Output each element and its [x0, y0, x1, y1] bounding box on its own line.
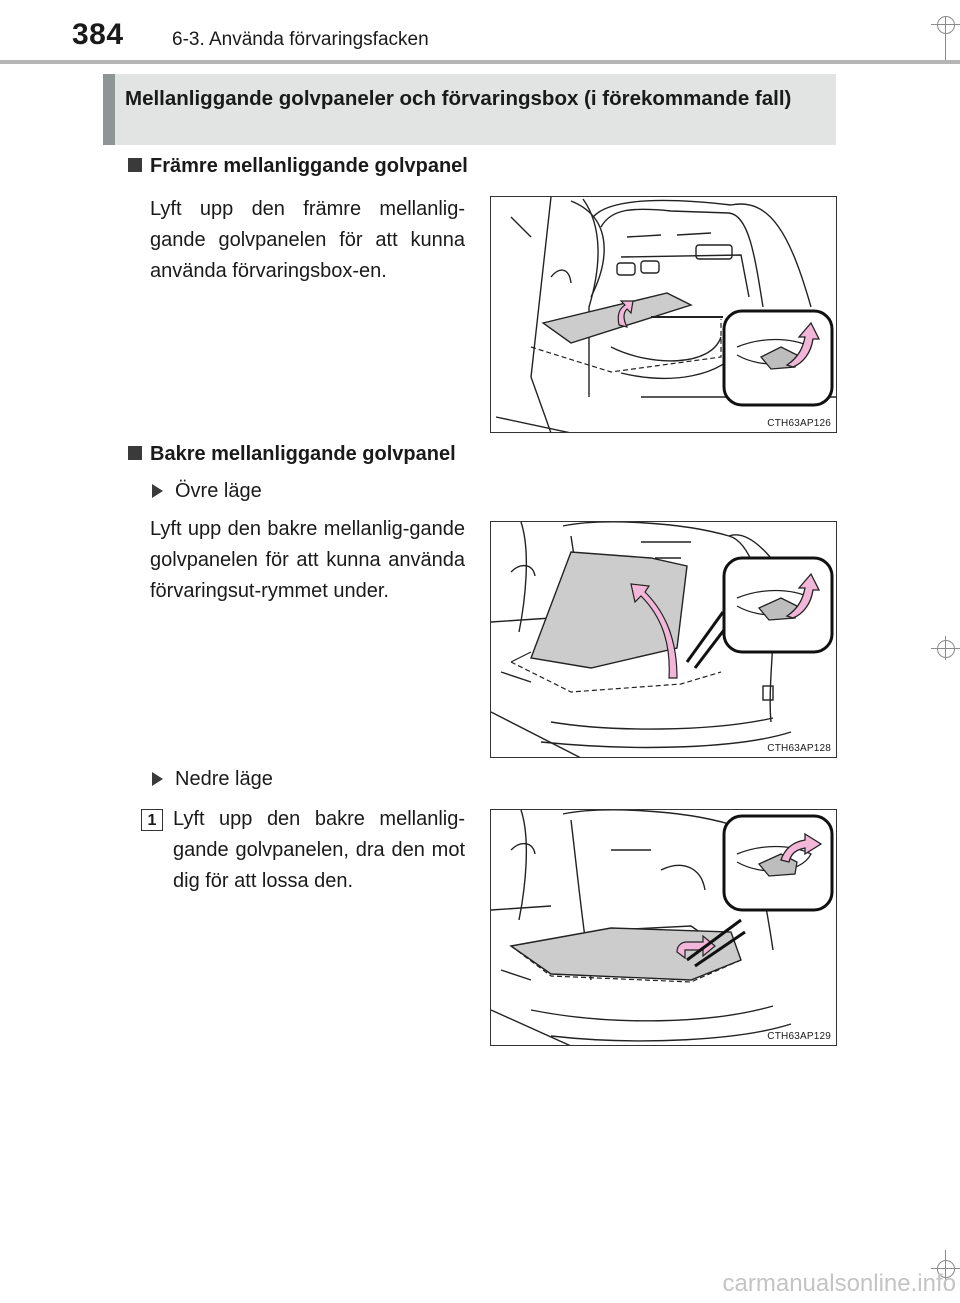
front-panel-heading-text: Främre mellanliggande golvpanel — [150, 155, 468, 177]
figure-code: CTH63AP128 — [767, 743, 831, 754]
lower-position-description: Lyft upp den bakre mellanlig-gande golvpanelen, dra den mot dig för att lossa den. — [173, 808, 465, 892]
rear-panel-heading-text: Bakre mellanliggande golvpanel — [150, 443, 456, 465]
figure-front-panel — [490, 196, 837, 433]
page-number: 384 — [72, 18, 124, 51]
square-bullet-icon — [128, 446, 142, 460]
lower-position-label — [152, 768, 273, 791]
front-panel-heading — [128, 155, 468, 178]
watermark: carmanualsonline.info — [722, 1270, 956, 1297]
figure-code: CTH63AP126 — [767, 418, 831, 429]
section-title-box — [103, 74, 836, 145]
figure-upper-position — [490, 521, 837, 758]
header-rule — [0, 60, 960, 64]
lower-position-text: Nedre läge — [175, 768, 273, 790]
cargo-lower-position-illustration — [491, 810, 837, 1046]
rear-panel-heading — [128, 443, 456, 466]
front-panel-text: Lyft upp den främre mellanlig-gande golvpanelen för att kunna använda förvaringsbox-en. — [150, 198, 465, 282]
triangle-bullet-icon — [152, 772, 163, 786]
upper-position-description: Lyft upp den bakre mellanlig-gande golvpanelen för att kunna använda förvaringsut-rymmet under. — [150, 518, 465, 602]
triangle-bullet-icon — [152, 484, 163, 498]
section-title: Mellanliggande golvpaneler och förvaringsbox (i förekommande fall) — [125, 87, 792, 110]
chapter-title: 6-3. Använda förvaringsfacken — [172, 29, 429, 50]
figure-lower-position — [490, 809, 837, 1046]
upper-position-text: Övre läge — [175, 480, 262, 502]
cargo-front-panel-illustration — [491, 197, 837, 433]
step-number: 1 — [141, 809, 163, 831]
figure-code: CTH63AP129 — [767, 1031, 831, 1042]
cargo-upper-position-illustration — [491, 522, 837, 758]
upper-position-label — [152, 480, 262, 503]
square-bullet-icon — [128, 158, 142, 172]
